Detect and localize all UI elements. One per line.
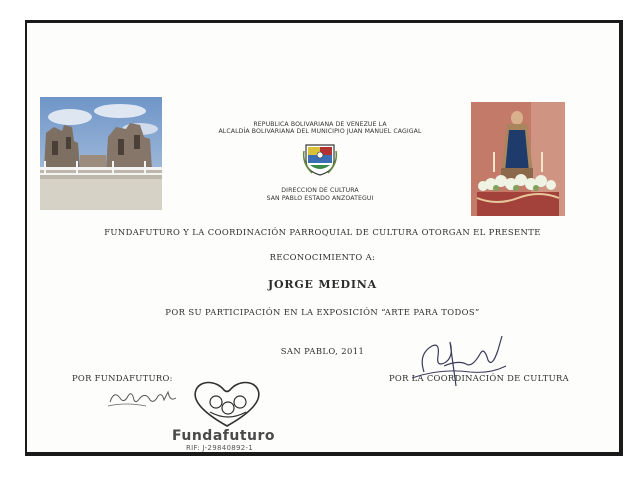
header-municipality: ALCALDÍA BOLIVARIANA DEL MUNICIPIO JUAN MANUEL CAGIGAL xyxy=(218,128,422,135)
header-culture-direction: DIRECCION DE CULTURA xyxy=(281,187,359,194)
header-location: SAN PABLO ESTADO ANZOATEGUI xyxy=(266,195,374,202)
signature-label-fundafuturo: POR FUNDAFUTURO: xyxy=(72,373,173,383)
statement-text: FUNDAFUTURO Y LA COORDINACIÓN PARROQUIAL DE CULTURA OTORGAN EL PRESENTE xyxy=(104,227,541,237)
handwritten-signature-right xyxy=(410,332,510,396)
logo-rif: RIF: J-29840892-1 xyxy=(186,444,254,452)
recipient-name: JORGE MEDINA xyxy=(268,278,377,291)
recognition-label: RECONOCIMIENTO A: xyxy=(269,252,376,262)
heart-logo-icon xyxy=(188,378,266,428)
photo-church-ruins xyxy=(40,97,162,210)
municipal-seal-icon xyxy=(302,141,338,177)
participation-text: POR SU PARTICIPACIÓN EN LA EXPOSICIÓN “ARTE PARA TODOS” xyxy=(165,307,480,317)
place-date: SAN PABLO, 2011 xyxy=(280,346,365,356)
logo-wordmark: Fundafuturo xyxy=(172,428,276,444)
signature-label-coordination: POR LA COORDINACIÓN DE CULTURA xyxy=(389,373,569,383)
handwritten-signature-left xyxy=(106,386,184,410)
photo-saint-statue xyxy=(471,102,565,216)
header-republic: REPUBLICA BOLIVARIANA DE VENEZUE LA xyxy=(253,121,387,128)
